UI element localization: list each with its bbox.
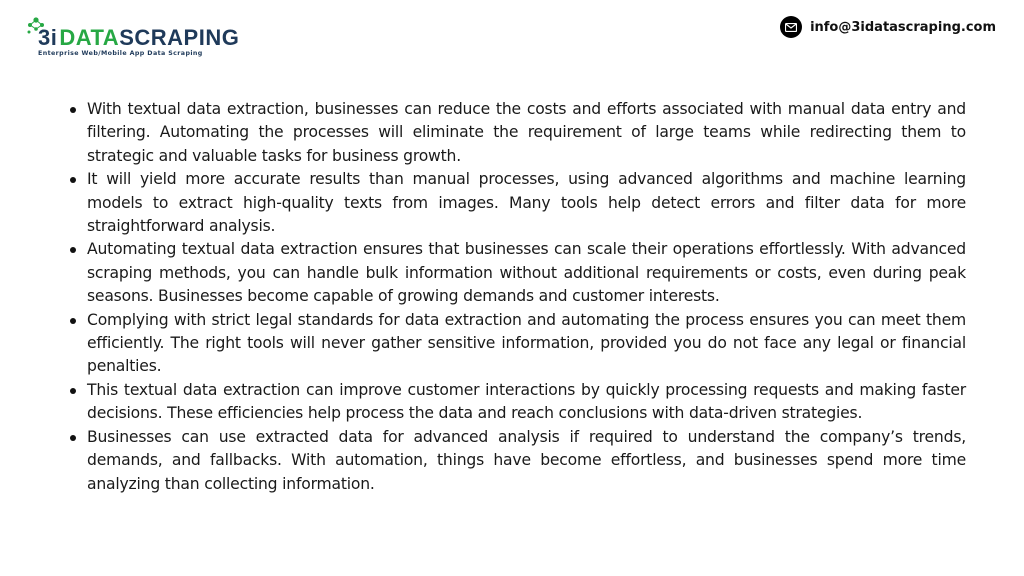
brand-logo[interactable] [26,16,240,60]
brand-tagline: Enterprise Web/Mobile App Data Scraping [38,50,203,57]
list-item: With textual data extraction, businesses can reduce the costs and efforts associated with manual data entry and filtering. Automating the processes will eliminate the requirement of large teams while redirecting them to strategic and valuable tasks for business growth. [66,98,966,168]
list-item: Complying with strict legal standards for data extraction and automating the process ensures you can meet them efficiently. The right tools will never gather sensitive information, provided you do not face any legal or financial penalties. [66,309,966,379]
brand-name-scraping: SCRAPING [119,25,240,50]
mail-icon [780,16,802,38]
contact-email: info@3idatascraping.com [810,19,996,35]
contact-email-link[interactable] [780,16,996,38]
benefits-list-section [66,98,966,496]
list-item: Businesses can use extracted data for advanced analysis if required to understand the company’s trends, demands, and fallbacks. With automation, things have become effortless, and businesses spend more time analyzing than collecting information. [66,426,966,496]
brand-name-data: DATA [59,25,120,50]
brand-wordmark [38,26,239,50]
list-item: It will yield more accurate results than manual processes, using advanced algorithms and machine learning models to extract high-quality texts from images. Many tools help detect errors and filter data for more straightforward analysis. [66,168,966,238]
list-item: Automating textual data extraction ensures that businesses can scale their operations effortlessly. With advanced scraping methods, you can handle bulk information without additional requirements or costs, even during peak seasons. Businesses become capable of growing demands and customer interests. [66,238,966,308]
benefits-list [66,98,966,496]
list-item: This textual data extraction can improve customer interactions by quickly processing requests and making faster decisions. These efficiencies help process the data and reach conclusions with data-driven strategies. [66,379,966,426]
brand-number: 3i [38,25,58,50]
